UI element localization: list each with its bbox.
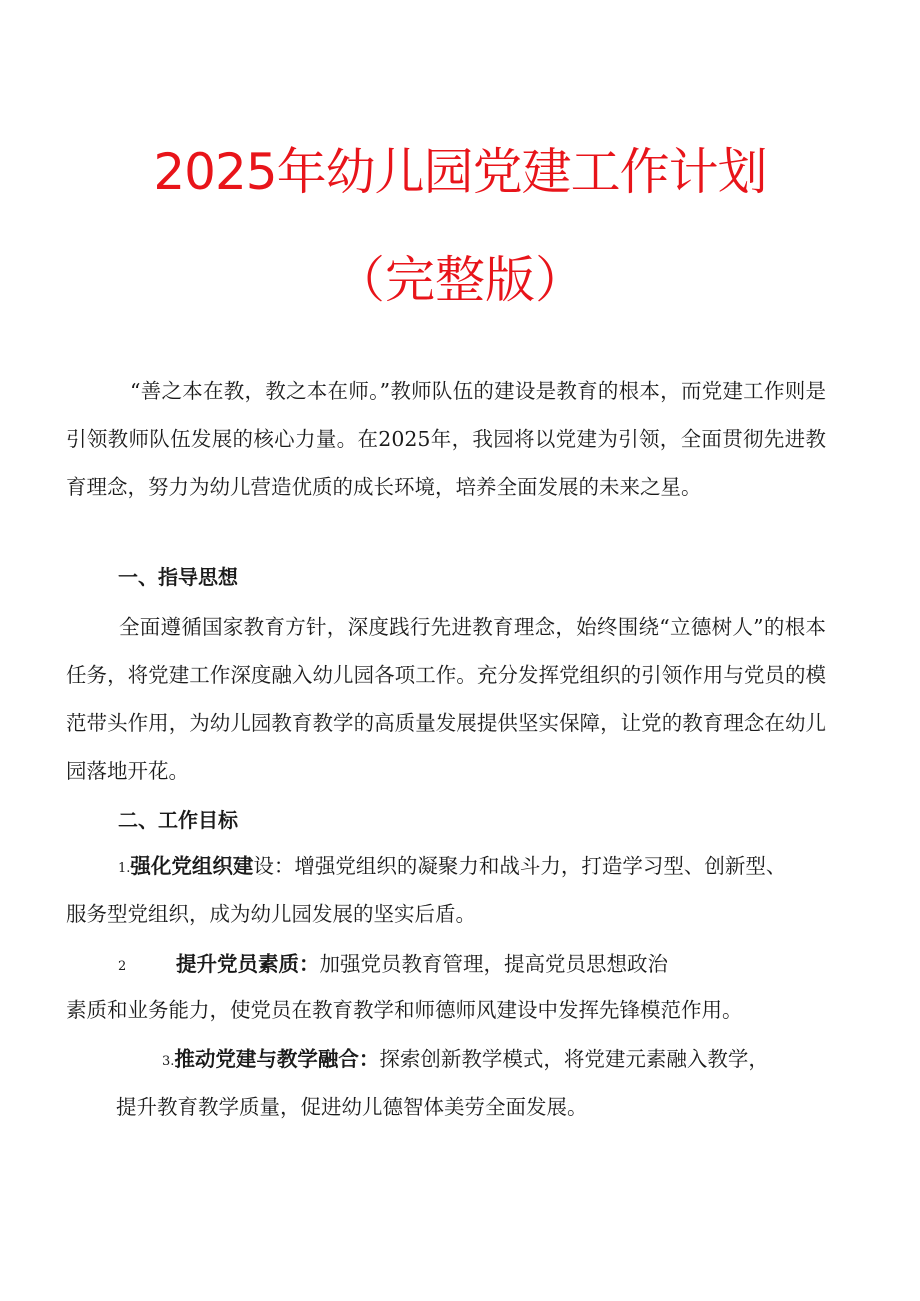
goal-item-1: 1.强化党组织建设：增强党组织的凝聚力和战斗力，打造学习型、创新型、 <box>118 854 787 878</box>
goal-item-1-continued: 服务型党组织，成为幼儿园发展的坚实后盾。 <box>66 902 476 926</box>
section-heading-guiding-thought: 一、指导思想 <box>118 565 238 589</box>
goal-term: 推动党建与教学融合： <box>174 1047 380 1071</box>
goal-item-3: 3.推动党建与教学融合：探索创新教学模式，将党建元素融入教学， <box>162 1047 769 1071</box>
goal-number: 1 <box>118 861 127 876</box>
section-heading-work-goals: 二、工作目标 <box>118 808 238 832</box>
goal-text: 探索创新教学模式，将党建元素融入教学， <box>379 1047 769 1071</box>
goal-term: 提升党员素质： <box>176 952 320 976</box>
page-subtitle: （完整版） <box>335 251 585 309</box>
goal-text: 增强党组织的凝聚力和战斗力，打造学习型、创新型、 <box>294 854 787 878</box>
guiding-thought-paragraph: 全面遵循国家教育方针，深度践行先进教育理念，始终围绕“立德树人”的根本任务，将党建工作深度融入幼儿园各项工作。充分发挥党组织的引领作用与党员的模范带头作用，为幼儿园教育教学的高质量发展提供坚实保障，让党的教育理念在幼儿园落地开花。 <box>66 615 826 783</box>
goal-item-2 <box>118 940 668 991</box>
intro-paragraph: “善之本在教，教之本在师。”教师队伍的建设是教育的根本，而党建工作则是引领教师队伍发展的核心力量。在2025年，我园将以党建为引领，全面贯彻先进教育理念，努力为幼儿营造优质的成长环境，培养全面发展的未来之星。 <box>66 379 826 499</box>
goal-term: 强化党组织建 <box>130 854 254 878</box>
goal-item-2-continued: 素质和业务能力，使党员在教育教学和师德师风建设中发挥先锋模范作用。 <box>66 998 743 1022</box>
goal-number: 2 <box>118 959 127 974</box>
goal-text: 加强党员教育管理，提高党员思想政治 <box>319 952 668 976</box>
goal-item-3-continued: 提升教育教学质量，促进幼儿德智体美劳全面发展。 <box>116 1095 588 1119</box>
page-title: 2025年幼儿园党建工作计划 <box>153 143 767 201</box>
goal-number: 3 <box>162 1054 171 1069</box>
